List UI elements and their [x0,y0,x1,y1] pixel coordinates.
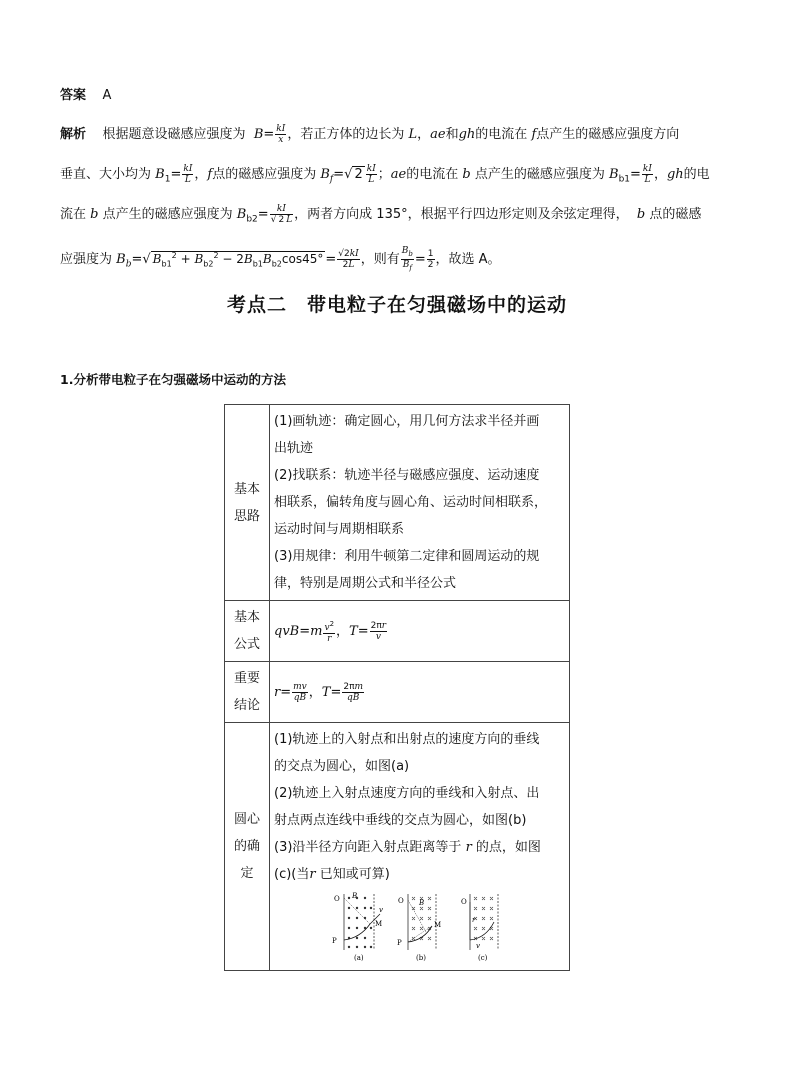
analysis-text: 根据题意设磁感应强度为 [102,127,246,142]
svg-text:B: B [352,892,358,900]
table-text: (2)轨迹上入射点速度方向的垂线和入射点、出 [274,786,540,801]
analysis-text: ，则有 [360,252,400,267]
row-head-key-conclusion: 重要结论 [225,662,270,723]
table-text-line: (c)(当r 已知或可算) [274,867,390,882]
analysis-text: ，若正方体的边长为 [287,127,405,142]
svg-text:M: M [375,920,383,928]
analysis-text: 点产生的磁感应强度为 [474,167,605,182]
svg-text:M: M [434,921,442,929]
table-text: 出轨迹 [274,441,314,456]
answer-line [60,86,740,106]
svg-text:v: v [476,942,480,950]
fraction-1-2: $\frac{1}{2}$ [427,249,434,270]
row-head-basic-formula: 基本公式 [225,601,270,662]
analysis-text: 的电流在 [475,127,528,142]
svg-text:(a): (a) [354,954,364,962]
row-body-center-determination [270,723,570,971]
figure-c [461,894,498,962]
table-text: 律，特别是周期公式和半径公式 [274,576,457,591]
row-body-basic-idea [270,405,570,601]
svg-text:O: O [398,897,404,905]
analysis-label: 解析 [60,127,87,142]
table-text: (2)找联系：轨迹半径与磁感应强度、运动速度 [274,468,540,483]
table-row [225,405,570,601]
table-row [225,601,570,662]
row-head-basic-idea: 基本思路 [225,405,270,601]
analysis-text: 应强度为 [60,252,113,267]
analysis-line-1: 解析 根据题意设磁感应强度为 B= $\frac{kI}{x}$ ，若正方体的边长为 L，ae和gh的电流在 f点产生的磁感应强度方向 [60,124,680,145]
analysis-text: 和 [445,127,459,142]
table-row [225,723,570,971]
analysis-text: 垂直、大小均为 [60,167,152,182]
fraction-sqrt2kI-2L: $\frac{√2kI}{2L}$ [338,249,359,270]
analysis-text: 流在 [60,207,87,222]
center-determination-figures [330,892,510,964]
answer-value: A [102,88,112,103]
section-title: 考点二 带电粒子在匀强磁场中的运动 [226,294,567,316]
svg-text:r: r [472,916,476,924]
fraction-kI-L: $\frac{kI}{L}$ [642,164,652,185]
subsection-heading: 1.分析带电粒子在匀强磁场中运动的方法 [60,372,286,387]
analysis-text: 点的磁感应强度为 [212,167,317,182]
analysis-text: ，两者方向成 135°，根据平行四边形定则及余弦定理得， [294,207,629,222]
svg-text:(c): (c) [478,954,488,962]
method-table [224,404,570,971]
row-head-center-determination: 圆心的确定 [225,723,270,971]
svg-text:P: P [397,939,402,947]
fraction-kI-L: $\frac{kI}{L}$ [183,164,193,185]
svg-text:O: O [334,895,340,903]
table-text: 相联系，偏转角度与圆心角、运动时间相联系， [274,495,548,510]
svg-text:(b): (b) [416,954,426,962]
row-body-key-conclusion: r= $\frac{mv}{qB}$ ，T= $\frac{2\pi m}{qB}$ [270,662,570,723]
fraction-kI-L: $\frac{kI}{L}$ [366,164,376,185]
table-text: (1)画轨迹：确定圆心，用几何方法求半径并画 [274,414,540,429]
figure-a [332,892,383,962]
formula-B: B [253,127,264,142]
figure-b [397,894,441,962]
analysis-text: 点的磁感 [649,207,702,222]
analysis-text: 点产生的磁感应强度方向 [536,127,680,142]
row-body-basic-formula: qvB=m $\frac{v^2}{r}$ ，T= $\frac{2\pi r}{v}$ [270,601,570,662]
svg-text:P: P [332,937,337,945]
table-text: (1)轨迹上的入射点和出射点的速度方向的垂线 [274,732,540,747]
analysis-text: 的电 [683,167,710,182]
analysis-line-2: 垂直、大小均为 $B_1=$ $\frac{kI}{L}$ ，f点的磁感应强度为 $B_f=√$ 2 $\frac{kI}{L}$ ；ae的电流在 b 点产生的磁感应强度为 $B_{b1}=$ $\frac{kI}{L}$ ，gh的电 [60,164,710,185]
analysis-text: 点产生的磁感应强度为 [102,207,233,222]
fraction-kI-sqrt2L: $\frac{kI}{√ 2 L}$ [270,204,293,225]
table-text-line: (3)沿半径方向距入射点距离等于 r 的点，如图 [274,840,541,855]
analysis-text: ，故选 A。 [435,252,501,267]
svg-text:B: B [419,899,425,907]
fraction-Bb-Bf: $\frac{B_b}{B_f}$ [401,246,413,272]
answer-label: 答案 [60,88,87,103]
table-text: 运动时间与周期相联系 [274,522,405,537]
fraction-kI-x: $\frac{kI}{x}$ [276,124,286,145]
analysis-text: 的电流在 [406,167,459,182]
table-text: (3)用规律：利用牛顿第二定律和圆周运动的规 [274,549,540,564]
svg-text:O: O [461,898,467,906]
table-text: 射点两点连线中垂线的交点为圆心，如图(b) [274,813,527,828]
analysis-line-3: 流在 b 点产生的磁感应强度为 $B_{b2}=$ $\frac{kI}{√ 2 L}$ ，两者方向成 135°，根据平行四边形定则及余弦定理得， b 点的磁感 [60,204,702,225]
table-text: 的交点为圆心，如图(a) [274,759,410,774]
table-row [225,662,570,723]
svg-text:v: v [379,906,383,914]
analysis-line-4: 应强度为 $B_b=√$ $B_{b1}^2 + B_{b2}^2 - 2B_{b1}B_{b2}\cos 45^\circ$ = $\frac{√2kI}{2L}$ ，则有 $\frac{B_b}{B_f}$ = $\frac{1}{2}$ ，故选 A。 [60,246,501,272]
